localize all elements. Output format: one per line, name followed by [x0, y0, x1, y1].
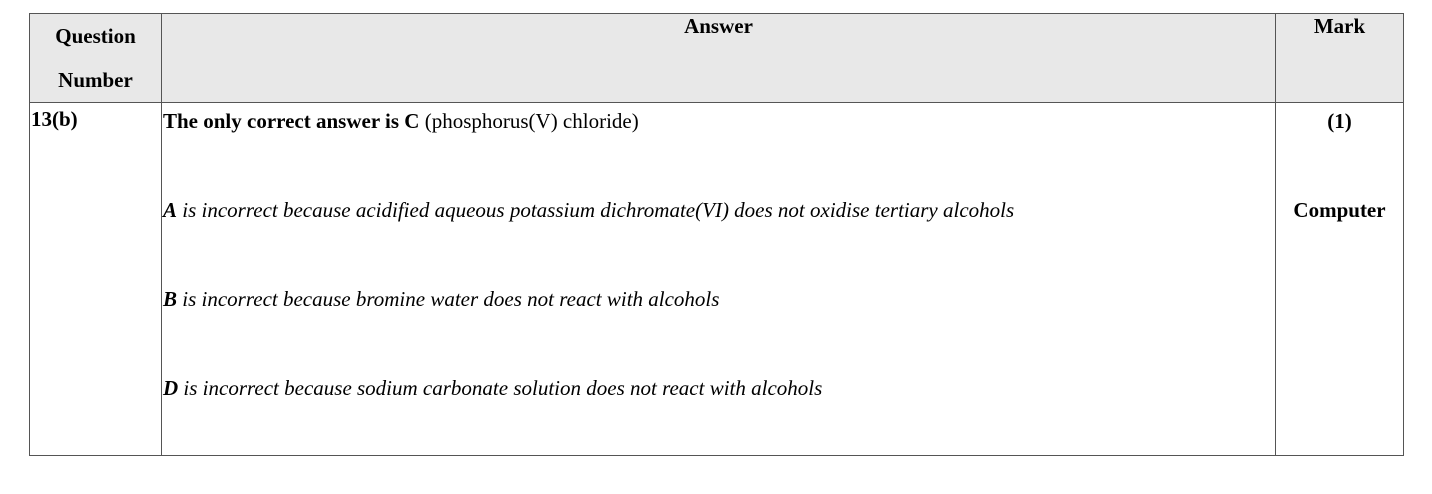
correct-answer-line [163, 106, 1275, 136]
option-letter-a: A [163, 198, 178, 222]
mark-cell [1276, 103, 1404, 456]
explanation-b-text: is incorrect because bromine water does not react with alcohols [177, 287, 720, 311]
question-number-cell: 13(b) [30, 103, 162, 456]
header-answer: Answer [162, 14, 1276, 103]
mark-scheme-table [29, 13, 1404, 456]
option-letter-b: B [163, 287, 178, 311]
header-row [30, 14, 1404, 103]
correct-answer-lead: The only correct answer is C [163, 109, 420, 133]
option-letter-d: D [163, 376, 179, 400]
header-question-label: Question [55, 24, 136, 48]
explanation-d-text: is incorrect because sodium carbonate solution does not react with alcohols [178, 376, 823, 400]
correct-answer-detail: (phosphorus(V) chloride) [419, 109, 639, 133]
explanation-d [163, 373, 1275, 403]
header-mark: Mark [1276, 14, 1404, 103]
explanation-b [163, 284, 1275, 314]
table-header [30, 14, 1404, 103]
answer-cell [162, 103, 1276, 456]
header-question-number [30, 14, 162, 103]
explanation-a-text: is incorrect because acidified aqueous potassium dichromate(VI) does not oxidise tertiary alcohols [177, 198, 1015, 222]
mark-value: (1) [1327, 109, 1352, 133]
header-number-label: Number [58, 68, 133, 92]
mark-type: Computer [1293, 198, 1386, 222]
table-row [30, 103, 1404, 456]
explanation-a [163, 195, 1275, 225]
table-body [30, 103, 1404, 456]
